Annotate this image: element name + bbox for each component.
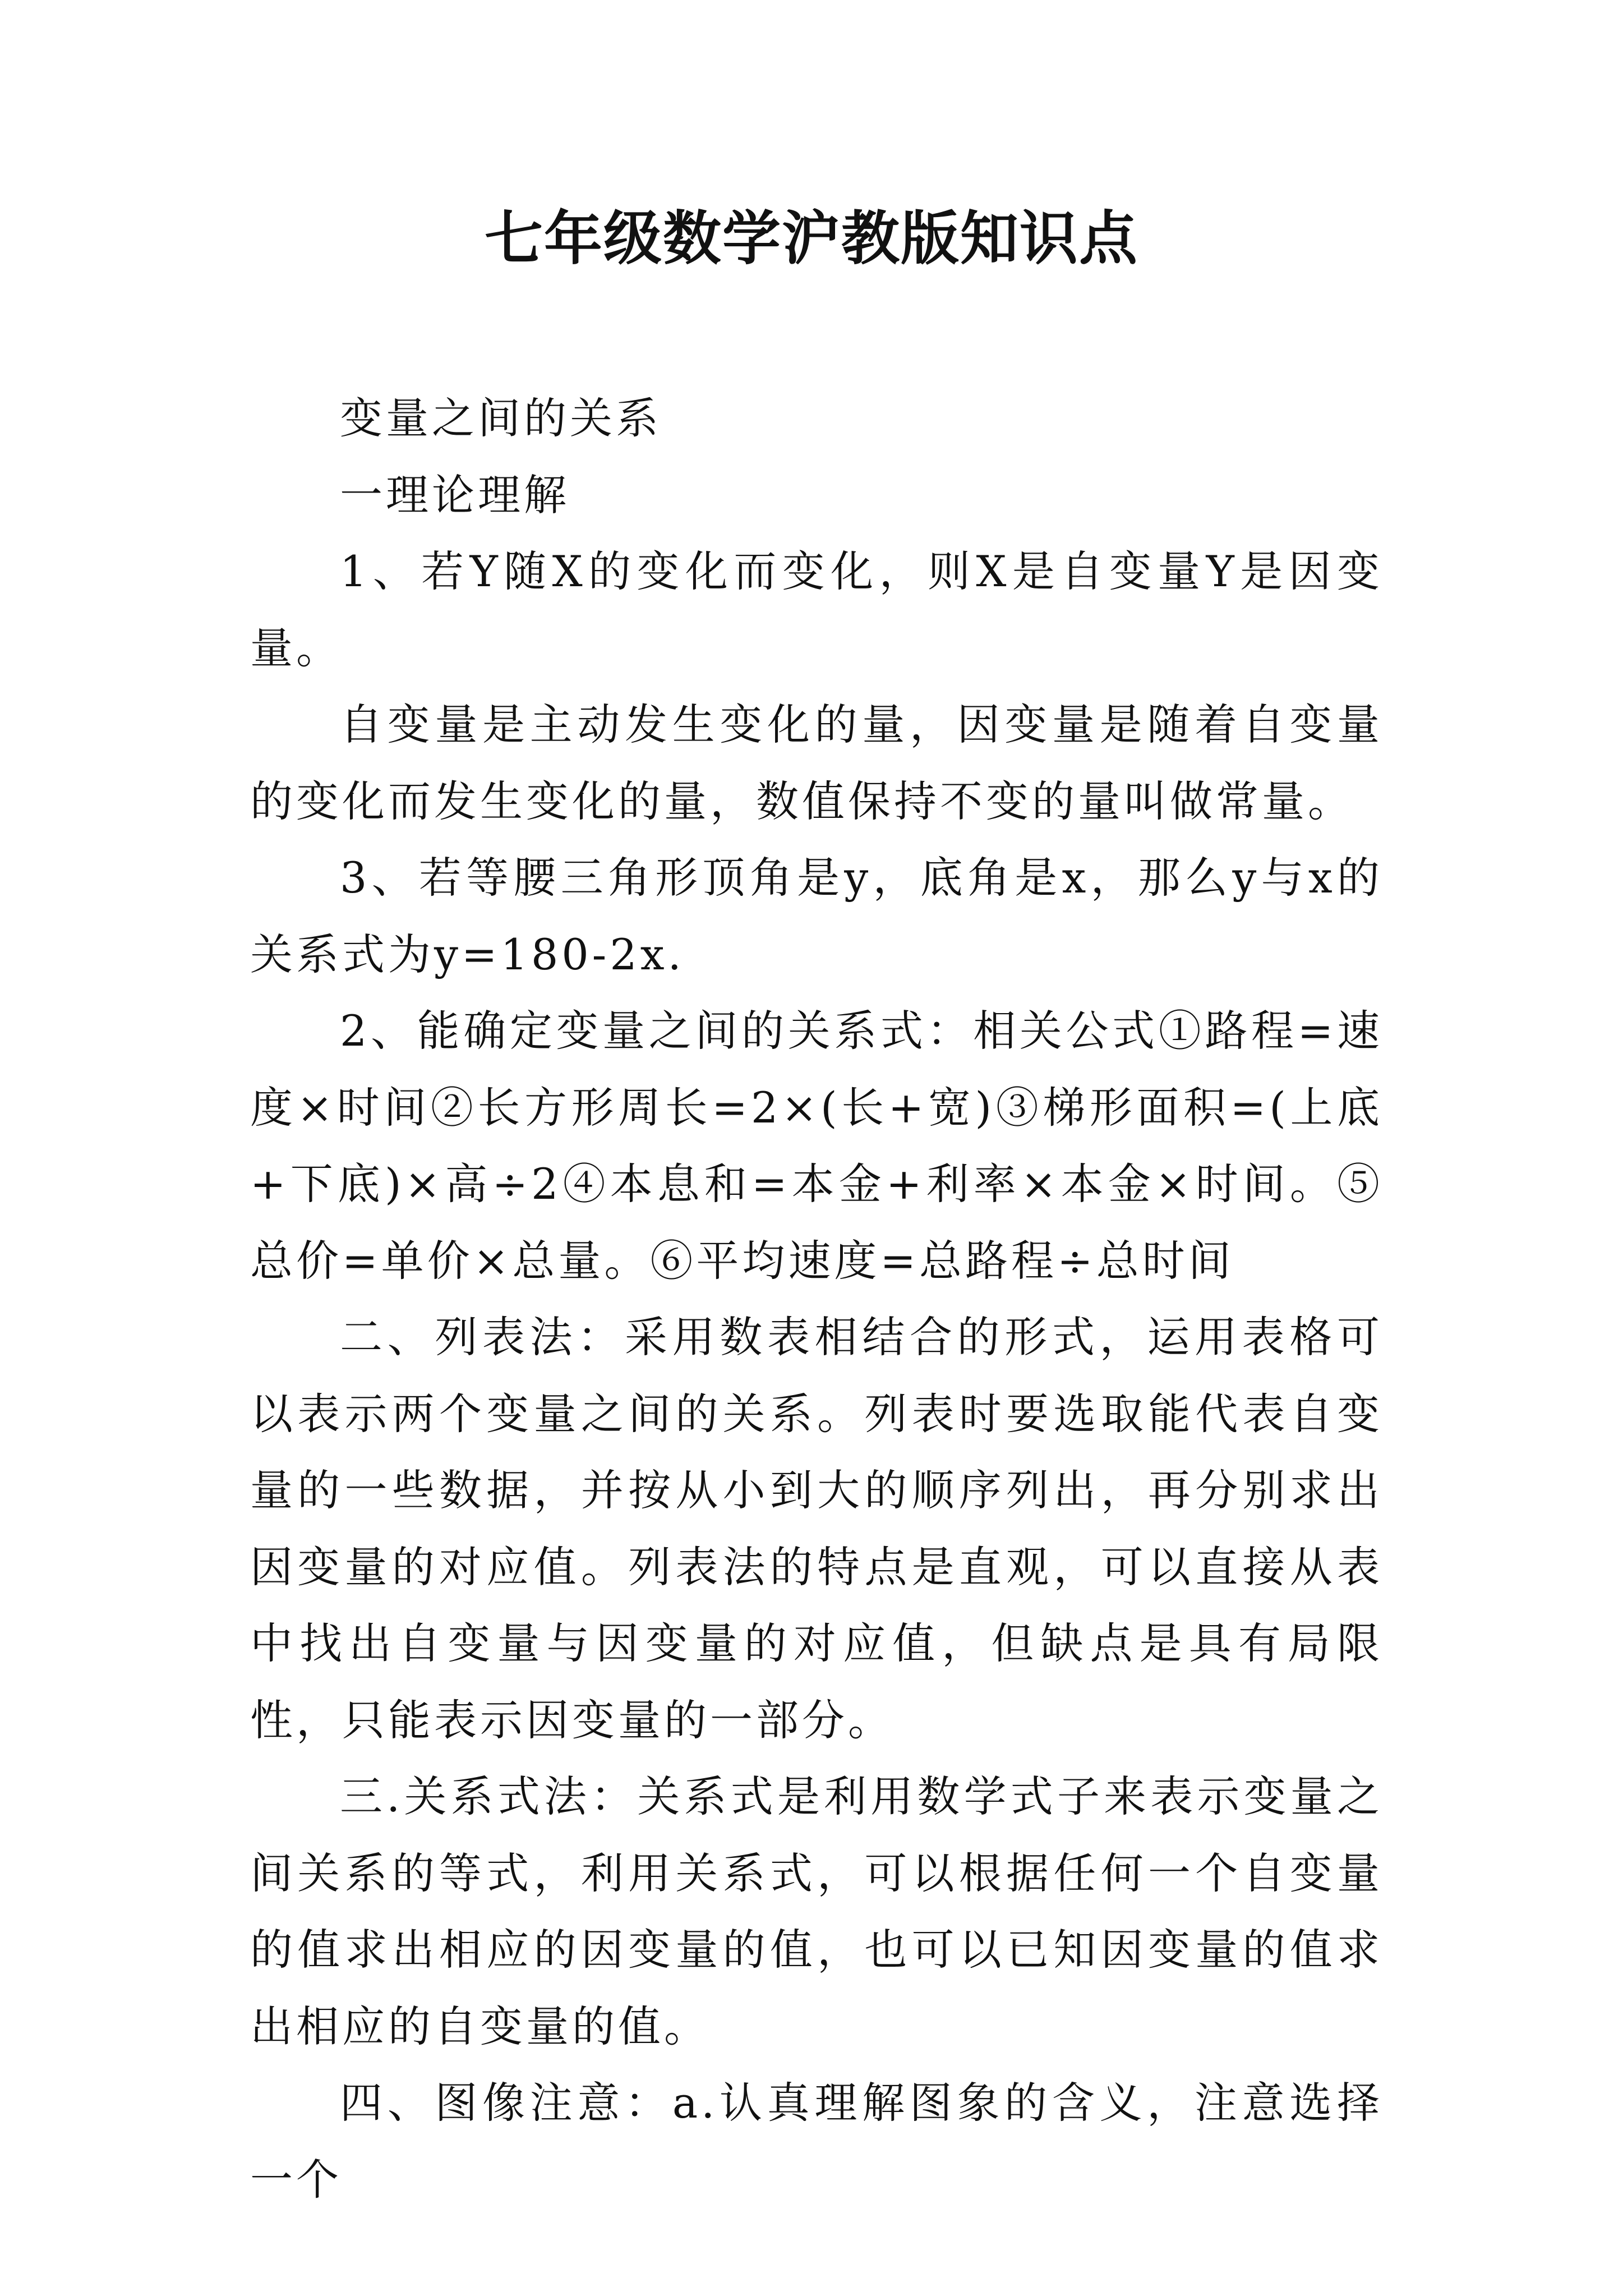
document-title: 七年级数学沪教版知识点	[484, 204, 1138, 273]
section-heading: 变量之间的关系	[340, 393, 662, 443]
paragraph: 自变量是主动发生变化的量，因变量是随着自变量的变化而发生变化的量，数值保持不变的量叫做常量。	[250, 700, 1383, 826]
paragraph: 二、列表法：采用数表相结合的形式，运用表格可以表示两个变量之间的关系。列表时要选取能代表自变量的一些数据，并按从小到大的顺序列出，再分别求出因变量的对应值。列表法的特点是直观，可以直接从表中找出自变量与因变量的对应值，但缺点是具有局限性，只能表示因变量的一部分。	[250, 1312, 1383, 1745]
subsection-heading: 一理论理解	[340, 470, 570, 520]
paragraph: 2、能确定变量之间的关系式：相关公式①路程=速度×时间②长方形周长=2×(长+宽)③梯形面积=(上底+下底)×高÷2④本息和=本金+利率×本金×时间。⑤总价=单价×总量。⑥平均速度=总路程÷总时间	[250, 1006, 1383, 1286]
paragraph: 1、若Y随X的变化而变化，则X是自变量Y是因变量。	[250, 546, 1383, 673]
paragraph: 四、图像注意：a.认真理解图象的含义，注意选择一个	[250, 2078, 1383, 2205]
paragraph: 三.关系式法：关系式是利用数学式子来表示变量之间关系的等式，利用关系式，可以根据任何一个自变量的值求出相应的因变量的值，也可以已知因变量的值求出相应的自变量的值。	[250, 1772, 1383, 2051]
paragraph: 3、若等腰三角形顶角是y，底角是x，那么y与x的关系式为y=180-2x.	[250, 853, 1383, 979]
document-body	[250, 380, 1383, 2218]
